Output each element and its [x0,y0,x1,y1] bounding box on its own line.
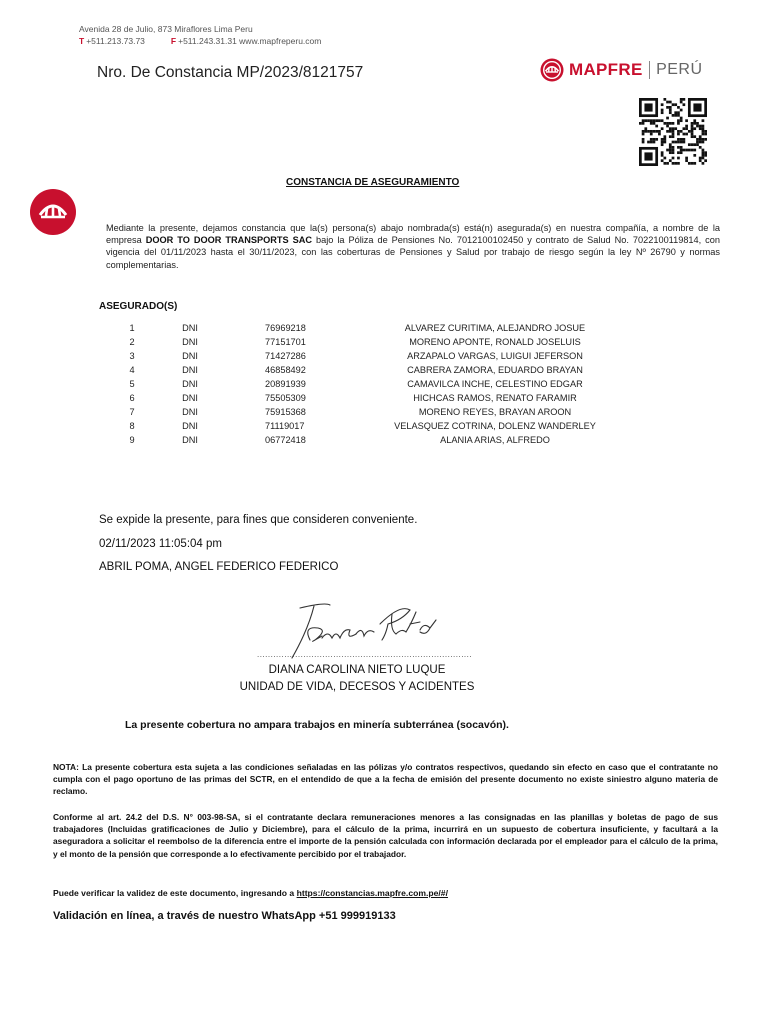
mapfre-logo [540,58,703,82]
mapfre-emblem-icon [540,58,564,82]
issue-statement: Se expide la presente, para fines que consideren conveniente. [99,514,418,526]
row-number: 9 [129,435,135,445]
signer-name: DIANA CAROLINA NIETO LUQUE [268,664,446,676]
row-number: 8 [129,421,135,431]
row-number: 2 [129,337,135,347]
insured-row [100,349,645,363]
insured-name: MORENO APONTE, RONALD JOSELUIS [409,337,581,347]
row-number: 7 [129,407,135,417]
doc-number: 75505309 [265,393,306,403]
insured-table [100,321,645,447]
doc-type: DNI [182,407,198,417]
insured-name: CAMAVILCA INCHE, CELESTINO EDGAR [407,379,583,389]
insured-name: MORENO REYES, BRAYAN AROON [418,407,572,417]
insured-row [100,405,645,419]
intro-text-2: bajo la Póliza de Pensiones No. 7012100102450 y contrato de Salud No. 7022100119814, con vigencia del 01/11/2023 hasta el 30/11/2023, con las coberturas de Pensiones y Salud por trabajo de riesgo según la ley Nº 26790 y normas complementarias. [106,235,720,270]
document-title: CONSTANCIA DE ASEGURAMIENTO [286,177,460,188]
qr-code [639,98,711,171]
phone-number: +511.213.73.73 [86,36,145,46]
doc-number: 76969218 [265,323,306,333]
doc-number: 06772418 [265,435,306,445]
row-number: 3 [129,351,135,361]
verification-label: Puede verificar la validez de este documento, ingresando a [53,888,297,898]
insured-row [100,377,645,391]
constancia-number: Nro. De Constancia MP/2023/8121757 [97,64,364,81]
insured-row [100,433,645,447]
insured-name: ARZAPALO VARGAS, LUIGUI JEFERSON [407,351,583,361]
doc-number: 46858492 [265,365,306,375]
row-number: 6 [129,393,135,403]
insured-name: ALVAREZ CURITIMA, ALEJANDRO JOSUE [404,323,586,333]
insured-row [100,321,645,335]
company-address: Avenida 28 de Julio, 873 Miraflores Lima Peru [79,24,253,34]
insured-heading: ASEGURADO(S) [99,301,178,312]
insured-row [100,419,645,433]
insured-row [100,335,645,349]
issued-by: ABRIL POMA, ANGEL FEDERICO FEDERICO [99,561,339,573]
doc-type: DNI [182,393,198,403]
conforme-paragraph: Conforme al art. 24.2 del D.S. N° 003-98-SA, si el contratante declara remuneraciones menores a las consignadas en las planillas y boletas de pago de sus trabajadores (Incluidas gratificaciones de Julio y Diciembre), para el cálculo de la prima, incurrirá en un supuesto de cobertura insuficiente, y facultará a la aseguradora a solicitar el reembolso de la diferencia entre el importe de la pensión calculada con información declarada por el empleador para el cálculo de la prima, y el monto de la pensión que corresponde a lo efectivamente percibido por el trabajador. [53,812,718,859]
insured-row [100,363,645,377]
company-contacts [79,36,321,46]
insured-name: CABRERA ZAMORA, EDUARDO BRAYAN [407,365,583,375]
insured-name: VELASQUEZ COTRINA, DOLENZ WANDERLEY [394,421,596,431]
doc-type: DNI [182,351,198,361]
doc-type: DNI [182,365,198,375]
logo-brand: MAPFRE [569,60,643,79]
doc-type: DNI [182,337,198,347]
verification-text [53,888,448,898]
insured-row [100,391,645,405]
signature-line: ............................................................................... [257,650,473,659]
issue-datetime: 02/11/2023 11:05:04 pm [99,538,222,550]
doc-type: DNI [182,323,198,333]
logo-country: PERÚ [656,61,703,78]
company-name: DOOR TO DOOR TRANSPORTS SAC [145,235,313,246]
intro-paragraph [106,222,720,271]
doc-type: DNI [182,379,198,389]
phone-label: T [79,36,85,46]
row-number: 5 [129,379,135,389]
mapfre-seal-icon [29,188,77,241]
doc-number: 77151701 [265,337,306,347]
verification-link[interactable]: https://constancias.mapfre.com.pe/#/ [296,888,448,898]
row-number: 1 [129,323,135,333]
doc-number: 75915368 [265,407,306,417]
signer-unit: UNIDAD DE VIDA, DECESOS Y ACIDENTES [239,681,475,693]
nota-paragraph: NOTA: La presente cobertura esta sujeta a las condiciones señaladas en las pólizas y/o contratos respectivos, quedando sin efecto en caso que el contratante no cumpla con el pago oportuno de las primas del SCTR, en el entendido de que a la fecha de emisión del presente documento no existe siniestro alguno materia de reclamo. [53,762,718,797]
fax-and-web: +511.243.31.31 www.mapfreperu.com [178,36,322,46]
insured-name: ALANIA ARIAS, ALFREDO [440,435,550,445]
fax-label: F [170,36,177,46]
doc-number: 71119017 [265,421,305,431]
row-number: 4 [129,365,135,375]
doc-number: 20891939 [265,379,306,389]
doc-type: DNI [182,435,198,445]
logo-divider [649,61,651,79]
intro-text-1: Mediante la presente, dejamos constancia que la(s) persona(s) abajo nombrada(s) está(n) asegurada(s) en nuestra compañía, a nombre de la empresa [106,223,720,246]
coverage-exclusion-note: La presente cobertura no ampara trabajos en minería subterránea (socavón). [125,719,509,731]
doc-type: DNI [182,421,198,431]
doc-number: 71427286 [265,351,306,361]
insured-name: HICHCAS RAMOS, RENATO FARAMIR [413,393,577,403]
whatsapp-validation: Validación en línea, a través de nuestro WhatsApp +51 999919133 [53,910,396,922]
